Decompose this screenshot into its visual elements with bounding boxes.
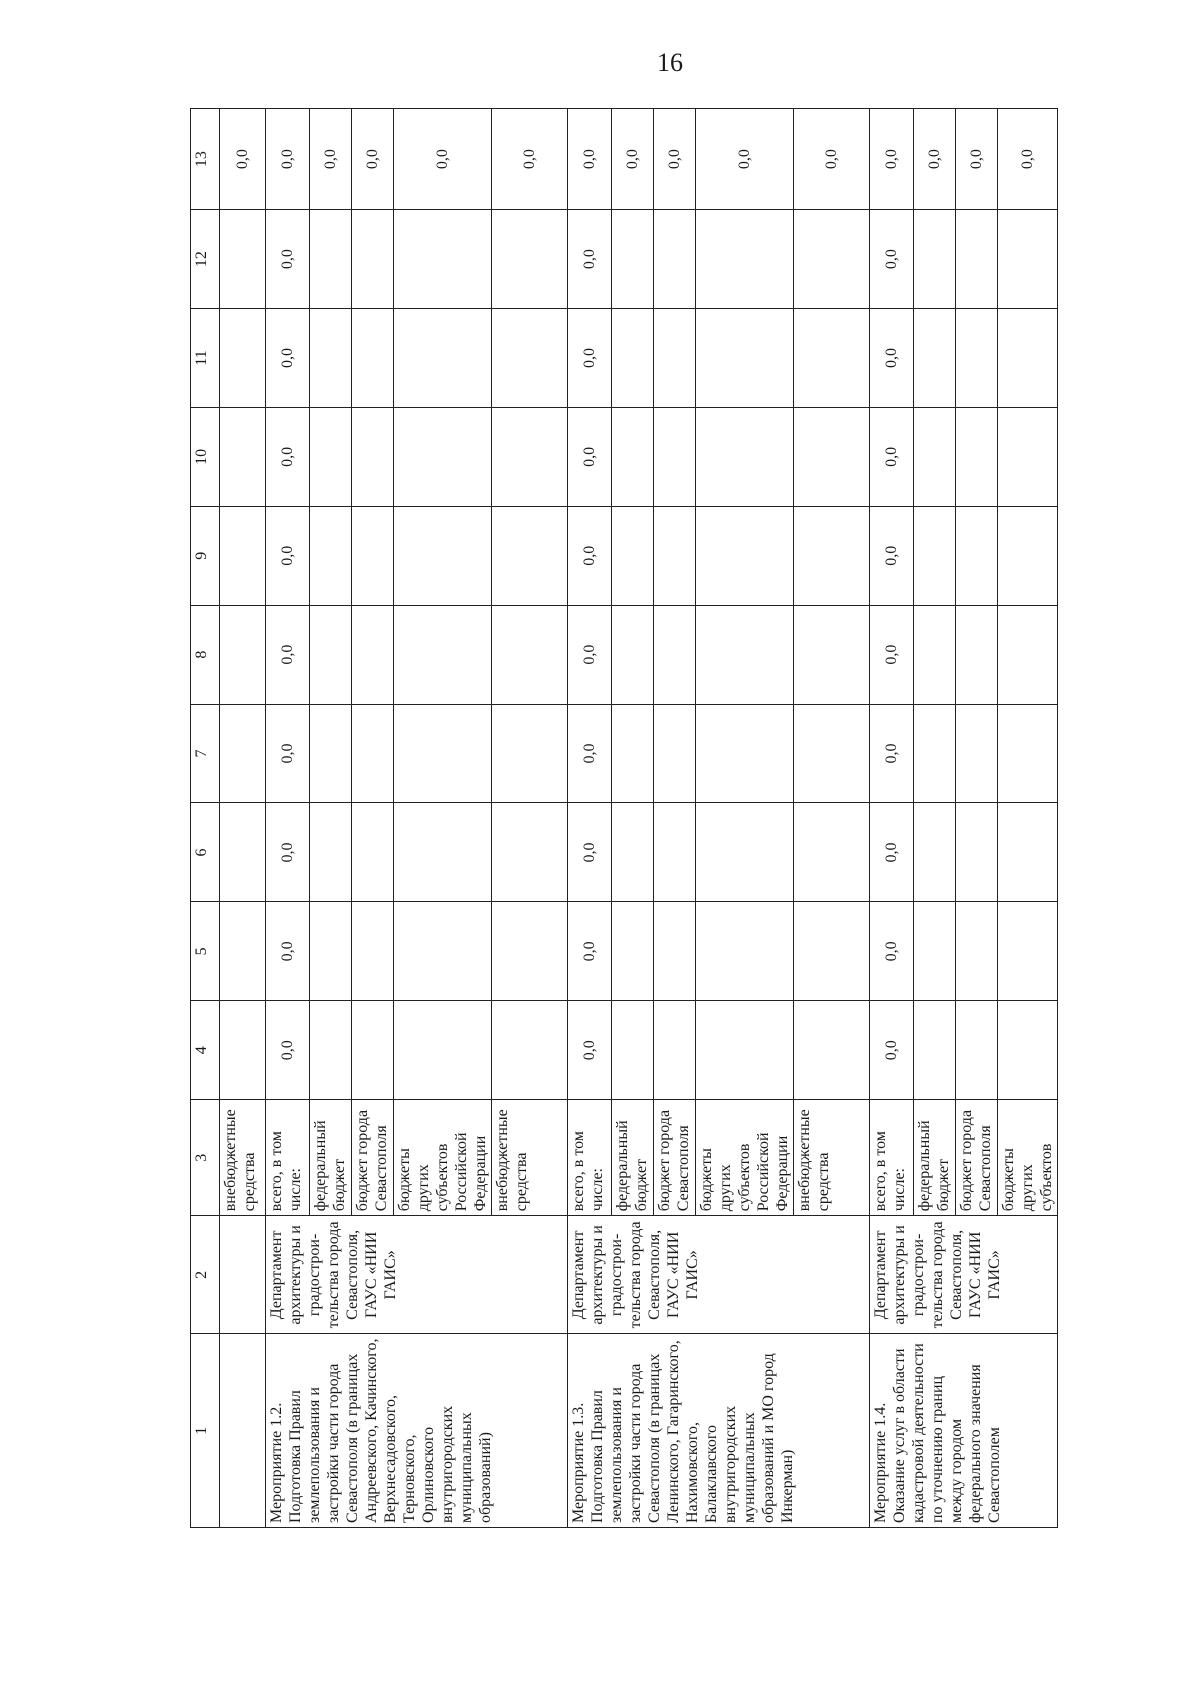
value-cell: [394, 605, 492, 704]
column-number-3: 3: [191, 1100, 220, 1216]
value-cell: [220, 1001, 266, 1100]
value-cell: [794, 605, 870, 704]
value-cell: [492, 803, 568, 902]
column-number-12: 12: [191, 210, 220, 309]
value-cell: 0,0: [870, 902, 914, 1001]
value-cell: [612, 210, 654, 309]
value-cell: [956, 407, 998, 506]
value-cell: [956, 902, 998, 1001]
value-cell: [492, 210, 568, 309]
value-cell: [492, 704, 568, 803]
value-cell: [220, 803, 266, 902]
table-row: [870, 109, 914, 1528]
value-cell: [696, 704, 794, 803]
funding-source-cell: внебюджетные средства: [794, 1100, 870, 1216]
column-number-row: [191, 109, 220, 1528]
value-cell: [612, 1001, 654, 1100]
value-cell: 0,0: [266, 704, 310, 803]
value-cell: [998, 605, 1058, 704]
value-cell: [956, 704, 998, 803]
value-cell: [794, 704, 870, 803]
value-cell: [794, 902, 870, 1001]
column-number-8: 8: [191, 605, 220, 704]
value-cell: 0,0: [870, 704, 914, 803]
event-name-cell: Мероприятие 1.4. Оказание услуг в области кадастровой деятельности по уточнению границ между городом федерального значения Севастополем: [870, 1334, 1058, 1528]
value-cell: [492, 309, 568, 408]
value-cell: [394, 309, 492, 408]
value-cell: [696, 407, 794, 506]
value-cell: [220, 309, 266, 408]
column-number-13: 13: [191, 109, 220, 210]
value-cell: 0,0: [654, 109, 696, 210]
value-cell: [310, 407, 352, 506]
value-cell: [794, 210, 870, 309]
value-cell: [612, 704, 654, 803]
value-cell: [612, 605, 654, 704]
value-cell: [794, 803, 870, 902]
value-cell: [492, 407, 568, 506]
value-cell: 0,0: [998, 109, 1058, 210]
column-number-7: 7: [191, 704, 220, 803]
value-cell: [696, 506, 794, 605]
value-cell: [696, 210, 794, 309]
funding-source-cell: всего, в том числе:: [870, 1100, 914, 1216]
value-cell: [492, 902, 568, 1001]
table-row: [266, 109, 310, 1528]
value-cell: 0,0: [870, 309, 914, 408]
value-cell: [654, 902, 696, 1001]
value-cell: [794, 506, 870, 605]
value-cell: [794, 1001, 870, 1100]
funding-source-cell: бюджет города Севастополя: [654, 1100, 696, 1216]
value-cell: [654, 803, 696, 902]
value-cell: 0,0: [568, 902, 612, 1001]
value-cell: [696, 605, 794, 704]
value-cell: [654, 1001, 696, 1100]
value-cell: 0,0: [870, 407, 914, 506]
value-cell: [914, 605, 956, 704]
value-cell: [998, 902, 1058, 1001]
page-number: 16: [657, 48, 683, 77]
value-cell: [998, 803, 1058, 902]
value-cell: [654, 210, 696, 309]
value-cell: [998, 1001, 1058, 1100]
value-cell: [998, 210, 1058, 309]
value-cell: 0,0: [568, 506, 612, 605]
executor-cell: Департамент архитектуры и градострои-тельства города Севастополя, ГАУС «НИИ ГАИС»: [870, 1216, 1058, 1334]
executor-cell: Департамент архитектуры и градострои-тельства города Севастополя, ГАУС «НИИ ГАИС»: [568, 1216, 870, 1334]
value-cell: [612, 803, 654, 902]
value-cell: 0,0: [870, 506, 914, 605]
value-cell: 0,0: [612, 109, 654, 210]
column-number-6: 6: [191, 803, 220, 902]
value-cell: [352, 506, 394, 605]
value-cell: [696, 803, 794, 902]
value-cell: [654, 704, 696, 803]
value-cell: [998, 704, 1058, 803]
table-body: [220, 109, 1058, 1528]
event-cell: [220, 1334, 266, 1528]
value-cell: [394, 210, 492, 309]
column-number-9: 9: [191, 506, 220, 605]
value-cell: 0,0: [266, 407, 310, 506]
value-cell: [394, 506, 492, 605]
value-cell: [352, 902, 394, 1001]
value-cell: [352, 210, 394, 309]
value-cell: [956, 1001, 998, 1100]
value-cell: [612, 506, 654, 605]
value-cell: [220, 210, 266, 309]
value-cell: 0,0: [568, 803, 612, 902]
column-number-5: 5: [191, 902, 220, 1001]
value-cell: [352, 407, 394, 506]
value-cell: 0,0: [568, 109, 612, 210]
value-cell: [914, 210, 956, 309]
column-number-1: 1: [191, 1334, 220, 1528]
funding-source-cell: федеральный бюджет: [612, 1100, 654, 1216]
value-cell: 0,0: [394, 109, 492, 210]
value-cell: 0,0: [310, 109, 352, 210]
value-cell: 0,0: [266, 605, 310, 704]
value-cell: 0,0: [696, 109, 794, 210]
value-cell: 0,0: [568, 605, 612, 704]
value-cell: [310, 803, 352, 902]
value-cell: [352, 704, 394, 803]
value-cell: 0,0: [568, 309, 612, 408]
column-number-2: 2: [191, 1216, 220, 1334]
funding-source-cell: бюджеты других субъектов: [998, 1100, 1058, 1216]
value-cell: 0,0: [352, 109, 394, 210]
value-cell: 0,0: [956, 109, 998, 210]
funding-source-cell: бюджеты других субъектов Российской Федерации: [696, 1100, 794, 1216]
value-cell: [394, 1001, 492, 1100]
value-cell: 0,0: [568, 407, 612, 506]
funding-source-cell: внебюджетные средства: [220, 1100, 266, 1216]
value-cell: [654, 309, 696, 408]
event-name-cell: Мероприятие 1.3. Подготовка Правил землепользования и застройки части города Севастополя (в границах Ленинского, Гагаринского, Нахимовского, Балаклавского внутригородских муниципальных образований и МО город Инкерман): [568, 1334, 870, 1528]
value-cell: [956, 605, 998, 704]
funding-source-cell: всего, в том числе:: [568, 1100, 612, 1216]
value-cell: [612, 309, 654, 408]
value-cell: [352, 605, 394, 704]
table-row: [220, 109, 266, 1528]
table-row: [568, 109, 612, 1528]
value-cell: 0,0: [568, 210, 612, 309]
value-cell: [220, 506, 266, 605]
column-number-4: 4: [191, 1001, 220, 1100]
value-cell: 0,0: [568, 1001, 612, 1100]
executor-cell: [220, 1216, 266, 1334]
value-cell: [998, 407, 1058, 506]
value-cell: 0,0: [870, 109, 914, 210]
value-cell: 0,0: [914, 109, 956, 210]
value-cell: [998, 309, 1058, 408]
value-cell: [310, 704, 352, 803]
value-cell: [352, 1001, 394, 1100]
value-cell: [310, 506, 352, 605]
event-name-cell: Мероприятие 1.2. Подготовка Правил землепользования и застройки части города Севастополя (в границах Андреевского, Качинского, Верхнесадовского, Терновского, Орлиновского внутригородских муниципальных образований): [266, 1334, 568, 1528]
value-cell: 0,0: [220, 109, 266, 210]
value-cell: [220, 605, 266, 704]
value-cell: [998, 506, 1058, 605]
value-cell: 0,0: [870, 210, 914, 309]
value-cell: [956, 210, 998, 309]
value-cell: [394, 803, 492, 902]
funding-source-cell: федеральный бюджет: [310, 1100, 352, 1216]
value-cell: [394, 407, 492, 506]
funding-source-cell: бюджет города Севастополя: [352, 1100, 394, 1216]
value-cell: [310, 1001, 352, 1100]
value-cell: [310, 605, 352, 704]
value-cell: [492, 605, 568, 704]
value-cell: 0,0: [794, 109, 870, 210]
value-cell: 0,0: [266, 902, 310, 1001]
value-cell: [352, 309, 394, 408]
value-cell: 0,0: [568, 704, 612, 803]
funding-source-cell: бюджеты других субъектов Российской Федерации: [394, 1100, 492, 1216]
funding-source-cell: всего, в том числе:: [266, 1100, 310, 1216]
value-cell: [654, 407, 696, 506]
value-cell: [394, 902, 492, 1001]
value-cell: [956, 803, 998, 902]
value-cell: [914, 902, 956, 1001]
value-cell: [654, 605, 696, 704]
value-cell: [654, 506, 696, 605]
value-cell: [914, 506, 956, 605]
value-cell: [696, 309, 794, 408]
funding-source-cell: федеральный бюджет: [914, 1100, 956, 1216]
executor-cell: Департамент архитектуры и градострои-тельства города Севастополя, ГАУС «НИИ ГАИС»: [266, 1216, 568, 1334]
funding-table: [190, 108, 1058, 1528]
rotated-table-wrapper: [190, 108, 1055, 1528]
value-cell: [220, 407, 266, 506]
funding-source-cell: внебюджетные средства: [492, 1100, 568, 1216]
value-cell: [220, 704, 266, 803]
value-cell: 0,0: [266, 803, 310, 902]
value-cell: [310, 902, 352, 1001]
value-cell: [352, 803, 394, 902]
value-cell: [794, 309, 870, 408]
value-cell: [956, 506, 998, 605]
value-cell: [914, 407, 956, 506]
value-cell: 0,0: [266, 506, 310, 605]
value-cell: [612, 902, 654, 1001]
value-cell: [914, 309, 956, 408]
value-cell: [492, 506, 568, 605]
column-number-11: 11: [191, 309, 220, 408]
value-cell: [310, 210, 352, 309]
value-cell: [914, 1001, 956, 1100]
value-cell: 0,0: [266, 210, 310, 309]
column-number-10: 10: [191, 407, 220, 506]
value-cell: [696, 1001, 794, 1100]
value-cell: [492, 1001, 568, 1100]
value-cell: 0,0: [870, 605, 914, 704]
value-cell: [914, 704, 956, 803]
value-cell: 0,0: [266, 109, 310, 210]
value-cell: 0,0: [266, 309, 310, 408]
funding-source-cell: бюджет города Севастополя: [956, 1100, 998, 1216]
value-cell: 0,0: [870, 803, 914, 902]
value-cell: [794, 407, 870, 506]
value-cell: [914, 803, 956, 902]
value-cell: [394, 704, 492, 803]
value-cell: 0,0: [870, 1001, 914, 1100]
value-cell: [956, 309, 998, 408]
value-cell: 0,0: [266, 1001, 310, 1100]
value-cell: [220, 902, 266, 1001]
value-cell: 0,0: [492, 109, 568, 210]
value-cell: [310, 309, 352, 408]
value-cell: [696, 902, 794, 1001]
value-cell: [612, 407, 654, 506]
